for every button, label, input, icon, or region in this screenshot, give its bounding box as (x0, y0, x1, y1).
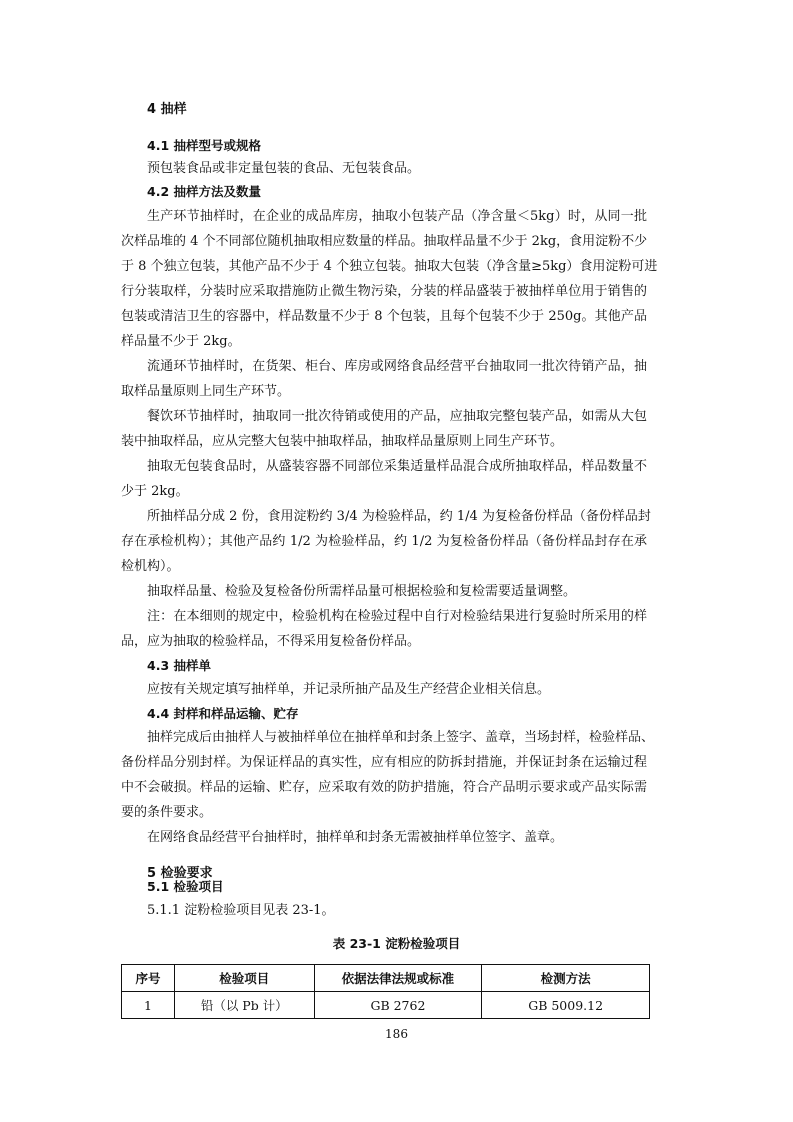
table-cell: GB 5009.12 (482, 992, 650, 1019)
paragraph-line: 包装或清洁卫生的容器中，样品数量不少于 8 个包装，且每个包装不少于 250g。其他产品 (121, 309, 647, 324)
inspection-items-table (121, 964, 650, 1019)
paragraph-line: 备份样品分别封样。为保证样品的真实性，应有相应的防拆封措施，并保证封条在运输过程 (121, 755, 647, 770)
paragraph-line: 装中抽取样品，应从完整大包装中抽取样品，抽取样品量原则上同生产环节。 (121, 434, 564, 449)
column-header: 依据法律法规或标准 (314, 965, 482, 992)
column-header: 检测方法 (482, 965, 650, 992)
section-4-3-title: 4.3 抽样单 (147, 658, 211, 673)
note-line: 品，应为抽取的检验样品，不得采用复检备份样品。 (121, 634, 421, 649)
paragraph-line: 生产环节抽样时，在企业的成品库房，抽取小包装产品（净含量＜5kg）时，从同一批 (147, 209, 647, 224)
paragraph-line: 次样品堆的 4 个不同部位随机抽取相应数量的样品。抽取样品量不少于 2kg，食用淀粉不少 (121, 234, 648, 249)
paragraph-line: 餐饮环节抽样时，抽取同一批次待销或使用的产品，应抽取完整包装产品，如需从大包 (147, 409, 647, 424)
table-cell: 铅（以 Pb 计） (174, 992, 314, 1019)
paragraph-line: 行分装取样，分装时应采取措施防止微生物污染，分装的样品盛装于被抽样单位用于销售的 (121, 284, 647, 299)
paragraph: 在网络食品经营平台抽样时，抽样单和封条无需被抽样单位签字、盖章。 (147, 830, 564, 845)
table-header-row (122, 965, 650, 992)
paragraph-line: 取样品量原则上同生产环节。 (121, 384, 291, 399)
table-cell: GB 2762 (314, 992, 482, 1019)
paragraph-line: 所抽样品分成 2 份，食用淀粉约 3/4 为检验样品，约 1/4 为复检备份样品（备份样品封 (147, 509, 651, 524)
section-5-1-title: 5.1 检验项目 (147, 879, 224, 894)
paragraph: 应按有关规定填写抽样单，并记录所抽产品及生产经营企业相关信息。 (147, 682, 551, 697)
paragraph-line: 抽样完成后由抽样人与被抽样单位在抽样单和封条上签字、盖章，当场封样，检验样品、 (147, 730, 655, 745)
paragraph-line: 存在承检机构）；其他产品约 1/2 为检验样品，约 1/2 为复检备份样品（备份样品封存在承 (121, 534, 647, 549)
section-5-title: 5 检验要求 (147, 866, 213, 881)
paragraph-line: 抽取样品量、检验及复检备份所需样品量可根据检验和复检需要适量调整。 (147, 584, 577, 599)
paragraph: 预包装食品或非定量包装的食品、无包装食品。 (147, 161, 421, 176)
paragraph-line: 流通环节抽样时，在货架、柜台、库房或网络食品经营平台抽取同一批次待销产品，抽 (147, 359, 647, 374)
table-caption: 表 23-1 淀粉检验项目 (332, 936, 461, 951)
paragraph-line: 中不会破损。样品的运输、贮存，应采取有效的防护措施，符合产品明示要求或产品实际需 (121, 780, 647, 795)
section-4-title: 4 抽样 (147, 102, 187, 117)
section-4-1-title: 4.1 抽样型号或规格 (147, 138, 261, 153)
paragraph-line: 检机构）。 (121, 559, 180, 574)
note-line: 注：在本细则的规定中，检验机构在检验过程中自行对检验结果进行复验时所采用的样 (147, 609, 647, 624)
table-row (122, 992, 650, 1019)
paragraph-line: 样品量不少于 2kg。 (121, 334, 241, 349)
page-number: 186 (385, 1027, 408, 1041)
paragraph: 5.1.1 淀粉检验项目见表 23-1。 (147, 903, 335, 918)
paragraph-line: 要的条件要求。 (121, 805, 213, 820)
paragraph-line: 少于 2kg。 (121, 484, 189, 499)
table-cell: 1 (122, 992, 175, 1019)
paragraph-line: 抽取无包装食品时，从盛装容器不同部位采集适量样品混合成所抽取样品，样品数量不 (147, 459, 647, 474)
section-4-2-title: 4.2 抽样方法及数量 (147, 184, 261, 199)
paragraph-line: 于 8 个独立包装，其他产品不少于 4 个独立包装。抽取大包装（净含量≥5kg）食用淀粉可进 (121, 259, 658, 274)
section-4-4-title: 4.4 封样和样品运输、贮存 (147, 706, 299, 721)
column-header: 序号 (122, 965, 175, 992)
column-header: 检验项目 (174, 965, 314, 992)
